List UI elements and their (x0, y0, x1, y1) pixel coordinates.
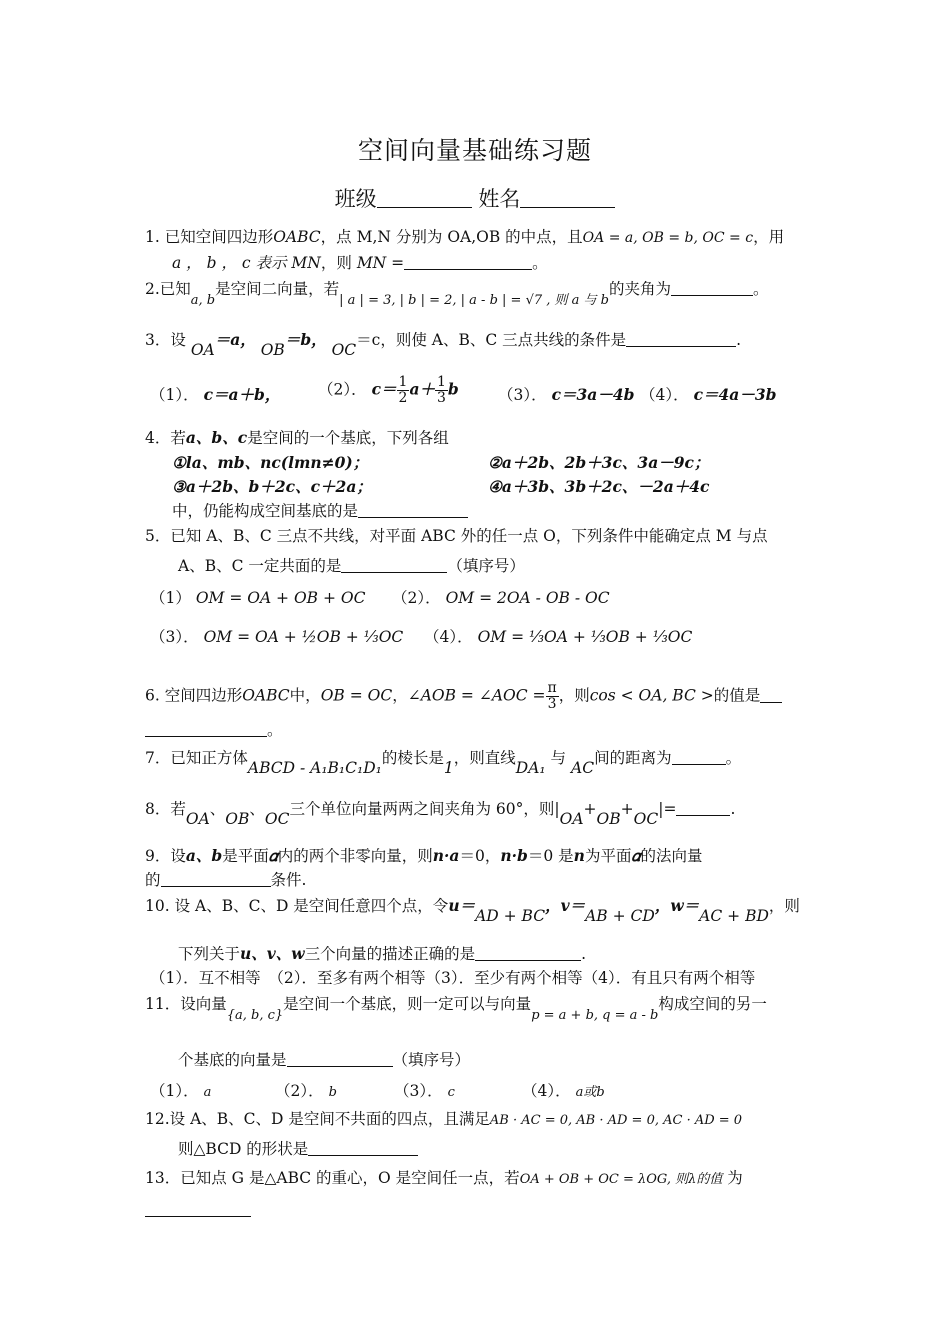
q5-text2: A、B、C 一定共面的是 (178, 557, 342, 575)
q8-sum-oc: OC (633, 810, 659, 828)
q3-eqb: ＝b， (284, 330, 327, 349)
q13-line1 (145, 1167, 825, 1191)
q11-o3-num: （3）． (394, 1082, 443, 1100)
q10-end: . (581, 945, 587, 963)
q5-o3-text: OM = OA + ½OB + ⅓OC (203, 628, 404, 646)
q8-sum-ob: OB (596, 810, 621, 828)
q1-end: 。 (532, 254, 548, 272)
q11-text: 11．设向量 (145, 995, 227, 1013)
q4-item-4 (488, 475, 709, 497)
q7-da1: DA₁ (515, 759, 546, 777)
q11-text4: 个基底的向量是 (178, 1051, 287, 1069)
q4-l5: 中，仍能构成空间基底的是 (172, 502, 359, 520)
q1-text4: ，则 (320, 254, 352, 272)
q1-mn-eq: MN = (356, 254, 405, 272)
q4-item-1 (172, 451, 368, 473)
q6-angles: ∠AOB = ∠AOC = (407, 686, 546, 705)
q2-line (145, 278, 825, 308)
q9-line2 (145, 869, 825, 891)
q9-end: 条件. (270, 871, 307, 889)
q11-text5: （填序号） (392, 1051, 471, 1069)
q11-line2 (178, 1049, 858, 1071)
q9-nb: n·b (500, 846, 528, 865)
q3-frac-third (435, 375, 448, 406)
q10-line1 (145, 895, 825, 925)
q2-text3: 的夹角为 (609, 280, 672, 298)
q10-uvw: u、v、w (240, 944, 305, 963)
q1-oabc: OABC (273, 228, 321, 246)
q4-answer-blank[interactable] (358, 503, 468, 518)
q8-text: 8．若 (145, 800, 186, 818)
q5-o2-text: OM = 2OA - OB - OC (445, 589, 610, 607)
q10-v: ，v＝ (545, 896, 586, 915)
q10-text4: 三个向量的描述正确的是 (304, 945, 476, 963)
q3-o4-text: c＝4a－3b (693, 385, 777, 404)
q6-end: 。 (267, 721, 283, 739)
q6-frac-pi (546, 681, 559, 712)
q11-pq: p = a + b, q = a - b (531, 1008, 659, 1023)
q10-options-text: （1）．互不相等 （2）．至多有两个相等（3）．至少有两个相等（4）．有且只有两个相等 (150, 969, 756, 987)
q7-and: 与 (550, 749, 567, 767)
q11-text2: 是空间一个基底，则一定可以与向量 (283, 995, 532, 1013)
q7-text: 7．已知正方体 (145, 749, 248, 767)
q9-text6: 为平面 (584, 847, 632, 865)
q11-text3: 构成空间的另一 (658, 995, 767, 1013)
q8-oa: OA (185, 810, 210, 828)
q10-text: 10. 设 A、B、C、D 是空间任意四个点，令 (145, 897, 449, 915)
q10-u: u＝ (448, 896, 476, 915)
q6-cos: cos < OA, BC > (589, 686, 714, 705)
q8-answer-blank[interactable] (676, 801, 730, 816)
class-name-line (0, 183, 950, 213)
q6-text4: 的值是 (713, 686, 761, 705)
q2-text: 2.已知 (145, 280, 191, 298)
q3-answer-blank[interactable] (626, 332, 736, 347)
q10-w: ，w＝ (654, 896, 700, 915)
q3-o2-c: b (447, 379, 459, 399)
q9-ab: a、b (185, 846, 223, 865)
q13-text: 13．已知点 G 是△ABC 的重心，O 是空间任一点，若 (145, 1169, 520, 1187)
q3-option-3 (498, 383, 634, 405)
q11-o2-num: （2）． (275, 1082, 324, 1100)
q8-line (145, 798, 825, 828)
q9-text3: 内的两个非零向量，则 (277, 847, 433, 865)
q9-de: 的 (145, 871, 161, 889)
q8-plus2: + (620, 800, 634, 818)
q3-option-1 (150, 383, 280, 405)
q1-defs: OA = a, OB = b, OC = c (582, 230, 754, 246)
q6-comma: ， (392, 686, 408, 705)
q1-answer-blank[interactable] (404, 255, 532, 270)
q7-text4: 间的距离为 (594, 749, 672, 767)
q6-line2 (145, 719, 825, 741)
q12-answer-blank[interactable] (308, 1141, 418, 1156)
q5-option-1 (150, 586, 365, 608)
q6-answer-blank-1[interactable] (760, 688, 782, 703)
q10-text2: ，则 (768, 897, 800, 915)
q13-condition: OA + OB + OC = λOG, 则λ的值 (519, 1172, 723, 1187)
q4-l4: ④a＋3b、3b＋2c、－2a＋4c (488, 477, 710, 496)
q3-text: 3．设 (145, 331, 186, 349)
q3-half-n: 1 (398, 374, 408, 390)
q3-o2-b: a＋ (409, 379, 435, 399)
q6-oabc: OABC (242, 686, 290, 705)
q8-plus1: + (583, 800, 597, 818)
q6-eq: OB = OC (320, 686, 393, 705)
q10-answer-blank[interactable] (475, 946, 581, 961)
q3-option-4 (640, 383, 776, 405)
q9-line1 (145, 845, 825, 867)
q6-text: 6. 空间四边形 (145, 686, 243, 705)
q4-item-2 (488, 451, 709, 473)
q8-text3: |= (658, 800, 677, 818)
q3-third-n: 1 (436, 374, 446, 390)
q6-text3: ，则 (558, 686, 590, 705)
q6-line1 (145, 681, 825, 712)
q4-l3: ③a＋2b、b＋2c、c＋2a； (172, 477, 372, 496)
q13-text2: 为 (727, 1169, 743, 1187)
q4-line (145, 427, 825, 449)
q5-o1-text: OM = OA + OB + OC (195, 589, 366, 607)
q11-option-3 (394, 1079, 455, 1101)
q6-pi-d: 3 (547, 696, 557, 712)
q9-text5: ＝0 是 (527, 847, 574, 865)
q11-o4-num: （4）． (522, 1082, 571, 1100)
q3-o3-num: （3）． (498, 386, 547, 404)
q5-text3: （填序号） (447, 557, 525, 575)
q5-line2 (178, 555, 858, 577)
q3-half-d: 2 (398, 390, 408, 406)
q3-oa: OA (190, 341, 215, 359)
q8-ob: OB (225, 810, 250, 828)
class-blank[interactable] (377, 189, 472, 208)
q12-condition: AB · AC = 0, AB · AD = 0, AC · AD = 0 (489, 1113, 743, 1128)
q7-text2: 的棱长是 (381, 749, 444, 767)
q10-v-expr: AB + CD (585, 907, 655, 925)
q3-frac-half (397, 375, 410, 406)
q8-sep2: 、 (249, 800, 265, 818)
q11-option-4 (522, 1079, 605, 1101)
q3-eqa: ＝a， (214, 330, 256, 349)
q7-ac: AC (571, 759, 595, 777)
q3-option-2 (318, 375, 459, 406)
q5-option-4 (424, 625, 692, 647)
q7-answer-blank[interactable] (672, 750, 726, 765)
q9-text4: ＝0， (459, 847, 501, 865)
q3-o1-num: （1）． (150, 386, 199, 404)
q11-o3-text: c (447, 1085, 455, 1100)
q4-l2: ②a＋2b、2b＋3c、3a－9c； (488, 453, 710, 472)
q11-o1-num: （1）． (150, 1082, 199, 1100)
q5-o3-num: （3）． (150, 628, 199, 646)
q5-o4-num: （4）． (424, 628, 473, 646)
q10-options (150, 967, 830, 989)
q4-abc: a、b、c (185, 428, 248, 447)
q13-line2 (145, 1199, 825, 1221)
q9-answer-blank[interactable] (161, 872, 271, 887)
q7-cube: ABCD - A₁B₁C₁D₁ (247, 759, 382, 777)
q1-line1 (145, 226, 825, 249)
q7-line (145, 747, 825, 777)
q3-o3-text: c＝3a－4b (551, 385, 635, 404)
q5-text: 5．已知 A、B、C 三点不共线，对平面 ABC 外的任一点 O，下列条件中能确定点 M 与点 (145, 527, 768, 545)
q9-text2: 是平面 (222, 847, 269, 865)
q5-o4-text: OM = ⅓OA + ⅓OB + ⅓OC (477, 628, 693, 646)
q3-eqc: ＝c，则使 A、B、C 三点共线的条件是 (356, 331, 627, 349)
q2-answer-blank[interactable] (671, 281, 753, 296)
q11-option-1 (150, 1079, 211, 1101)
q1-text: 1. 已知空间四边形 (145, 228, 274, 246)
q2-condition: | a | = 3, | b | = 2, | a - b | = √7 , 则 a 与 b (339, 293, 609, 308)
q8-sep1: 、 (209, 800, 226, 818)
q2-text2: 是空间二向量，若 (215, 280, 340, 298)
q11-o4-text: a或b (575, 1085, 605, 1100)
q11-o1-text: a (203, 1085, 212, 1100)
q3-end: . (736, 331, 742, 349)
page-title: 空间向量基础练习题 (357, 136, 592, 165)
q12-line1 (145, 1108, 825, 1132)
q8-oc: OC (264, 810, 290, 828)
q3-third-d: 3 (436, 390, 446, 406)
q3-o4-num: （4）． (640, 386, 689, 404)
q5-answer-blank[interactable] (341, 558, 447, 573)
q11-answer-blank[interactable] (287, 1052, 393, 1067)
q8-text2: 三个单位向量两两之间夹角为 60°，则| (289, 800, 560, 818)
q9-n: n (573, 846, 585, 865)
q3-ob: OB (260, 341, 285, 359)
q12-text: 12.设 A、B、C、D 是空间不共面的四点，且满足 (145, 1110, 490, 1128)
q5-option-3 (150, 625, 403, 647)
q4-line5 (172, 499, 468, 521)
q11-option-2 (275, 1079, 337, 1101)
q5-o2-num: （2）． (392, 589, 441, 607)
q10-w-expr: AC + BD (699, 907, 769, 925)
class-label: 班级 (334, 187, 377, 211)
q9-na: n·a (432, 846, 460, 865)
q6-answer-blank-2[interactable] (145, 722, 267, 737)
q1-mn: MN (291, 254, 321, 272)
q10-u-expr: AD + BC (475, 907, 546, 925)
q2-ab: a, b (190, 293, 216, 308)
q4-text2: 是空间的一个基底，下列各组 (247, 429, 449, 447)
q4-text: 4．若 (145, 429, 186, 447)
q6-text2: 中， (289, 686, 321, 705)
q1-text3: ，用 (753, 228, 785, 246)
q1-abc: a ， b ， c 表示 (172, 254, 287, 272)
q9-text: 9．设 (145, 847, 186, 865)
q5-option-2 (392, 586, 610, 608)
q3-o2-a: c＝ (371, 379, 397, 399)
q1-line2 (172, 252, 852, 274)
q10-line2 (178, 943, 858, 965)
q11-line1 (145, 993, 825, 1023)
q10-text3: 下列关于 (178, 945, 241, 963)
name-label: 姓名 (478, 187, 521, 211)
q8-end: . (730, 800, 736, 818)
q5-o1-num: （1） (150, 589, 191, 607)
q3-o2-num: （2）． (318, 380, 367, 399)
alpha-symbol-2: 𝛼 (631, 846, 641, 865)
q7-text3: ，则直线 (453, 749, 516, 767)
q7-len: 1 (443, 759, 454, 777)
q12-line2 (178, 1138, 858, 1160)
q13-answer-blank[interactable] (145, 1202, 251, 1217)
q4-l1: ①la、mb、nc(lmn≠0)； (172, 453, 369, 472)
q2-end: 。 (753, 280, 769, 298)
q3-line (145, 329, 825, 359)
q6-pi: π (547, 680, 557, 696)
q4-item-3 (172, 475, 372, 497)
q11-o2-text: b (328, 1085, 337, 1100)
q7-end: 。 (725, 749, 742, 767)
q11-basis: {a, b, c} (226, 1008, 284, 1023)
name-blank[interactable] (520, 189, 615, 208)
alpha-symbol: 𝛼 (268, 846, 278, 865)
q3-oc: OC (331, 341, 357, 359)
q9-text7: 的法向量 (640, 847, 703, 865)
q1-text2: ，点 M,N 分别为 OA,OB 的中点，且 (320, 228, 583, 246)
q12-text2: 则△BCD 的形状是 (178, 1140, 309, 1158)
q5-line1 (145, 525, 825, 547)
q3-o1-text: c＝a＋b， (203, 385, 281, 404)
q8-sum-oa: OA (559, 810, 584, 828)
